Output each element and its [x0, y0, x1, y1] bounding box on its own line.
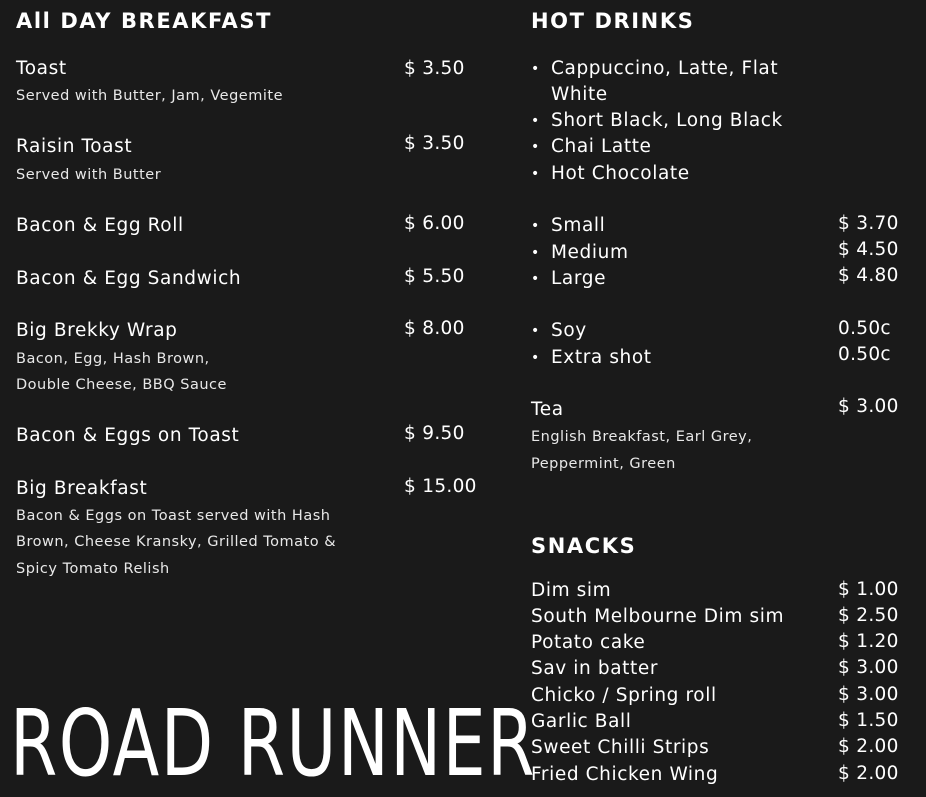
menu-item-name: Big Breakfast — [16, 478, 148, 499]
drink-item-name: Short Black, Long Black — [551, 110, 783, 131]
snack-price: $ 2.50 — [838, 605, 899, 626]
extra-price: 0.50c — [838, 318, 891, 339]
extra-price: 0.50c — [838, 344, 891, 365]
menu-item-price: $ 9.50 — [404, 423, 465, 444]
tea-description: English Breakfast, Earl Grey, — [531, 429, 753, 445]
menu-item-price: $ 8.00 — [404, 318, 465, 339]
snack-price: $ 1.20 — [838, 631, 899, 652]
tea-description: Peppermint, Green — [531, 456, 676, 472]
tea-name: Tea — [531, 399, 564, 420]
extra-name: Soy — [551, 320, 587, 341]
snack-price: $ 1.00 — [838, 579, 899, 600]
bullet-icon: • — [531, 271, 540, 287]
size-name: Medium — [551, 242, 629, 263]
snack-price: $ 2.00 — [838, 736, 899, 757]
menu-item-name: Bacon & Egg Sandwich — [16, 268, 242, 289]
snack-name: South Melbourne Dim sim — [531, 606, 785, 627]
breakfast-heading: All DAY BREAKFAST — [16, 9, 273, 33]
menu-item-description: Bacon & Eggs on Toast served with Hash — [16, 508, 331, 524]
tea-price: $ 3.00 — [838, 396, 899, 417]
snack-price: $ 1.50 — [838, 710, 899, 731]
menu-item-name: Bacon & Eggs on Toast — [16, 425, 240, 446]
drink-item-name: Cappuccino, Latte, Flat — [551, 58, 779, 79]
snack-name: Potato cake — [531, 632, 646, 653]
bullet-icon: • — [531, 61, 540, 77]
size-name: Large — [551, 268, 607, 289]
bullet-icon: • — [531, 166, 540, 182]
drink-item-name: Hot Chocolate — [551, 163, 690, 184]
menu-item-name: Big Brekky Wrap — [16, 320, 178, 341]
size-price: $ 4.80 — [838, 265, 899, 286]
size-price: $ 3.70 — [838, 213, 899, 234]
menu-item-price: $ 3.50 — [404, 133, 465, 154]
size-name: Small — [551, 215, 606, 236]
menu-item-price: $ 15.00 — [404, 476, 477, 497]
menu-item-name: Bacon & Egg Roll — [16, 215, 184, 236]
bullet-icon: • — [531, 113, 540, 129]
snack-name: Dim sim — [531, 580, 612, 601]
size-price: $ 4.50 — [838, 239, 899, 260]
menu-item-price: $ 3.50 — [404, 58, 465, 79]
bullet-icon: • — [531, 139, 540, 155]
menu-item-name: Raisin Toast — [16, 136, 133, 157]
snack-name: Garlic Ball — [531, 711, 632, 732]
drink-item-name: Chai Latte — [551, 136, 652, 157]
menu-item-description: Served with Butter — [16, 167, 162, 183]
snack-name: Chicko / Spring roll — [531, 685, 717, 706]
snack-name: Sav in batter — [531, 658, 659, 679]
menu-item-description: Served with Butter, Jam, Vegemite — [16, 88, 283, 104]
extra-name: Extra shot — [551, 347, 652, 368]
bullet-icon: • — [531, 350, 540, 366]
menu-item-price: $ 5.50 — [404, 266, 465, 287]
menu-item-description: Double Cheese, BBQ Sauce — [16, 377, 227, 393]
menu-item-description: Spicy Tomato Relish — [16, 561, 170, 577]
bullet-icon: • — [531, 218, 540, 234]
snack-name: Fried Chicken Wing — [531, 764, 719, 785]
menu-item-description: Bacon, Egg, Hash Brown, — [16, 351, 210, 367]
snack-price: $ 3.00 — [838, 657, 899, 678]
bullet-icon: • — [531, 245, 540, 261]
menu-item-name: Toast — [16, 58, 67, 79]
bullet-icon: • — [531, 323, 540, 339]
snack-price: $ 2.00 — [838, 763, 899, 784]
snacks-heading: SNACKS — [531, 534, 637, 558]
brand-wordmark: ROAD RUNNER — [10, 690, 536, 797]
drink-item-name: White — [551, 84, 608, 105]
snack-price: $ 3.00 — [838, 684, 899, 705]
menu-item-price: $ 6.00 — [404, 213, 465, 234]
menu-item-description: Brown, Cheese Kransky, Grilled Tomato & — [16, 534, 337, 550]
snack-name: Sweet Chilli Strips — [531, 737, 710, 758]
hot-drinks-heading: HOT DRINKS — [531, 9, 695, 33]
